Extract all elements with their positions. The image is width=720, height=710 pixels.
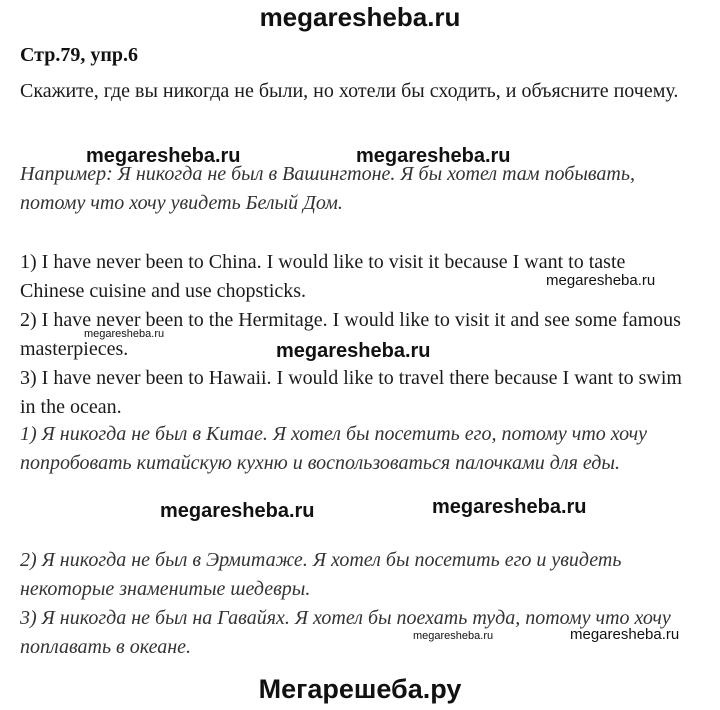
exercise-example: Например: Я никогда не был в Вашингтоне. Я бы хотел там побывать, потому что хочу увидеть Белый Дом. (20, 163, 635, 214)
exercise-heading: Стр.79, упр.6 (20, 44, 139, 66)
answer-en-2: 2) I have never been to the Hermitage. I would like to visit it and see some famous masterpieces. (20, 309, 681, 360)
inline-watermark: megaresheba.ru (86, 145, 241, 167)
site-watermark-top: megaresheba.ru (259, 2, 461, 32)
answer-en-1: 1) I have never been to China. I would like to visit it because I want to taste Chinese cuisine and use chopsticks. (20, 251, 626, 302)
inline-watermark: megaresheba.ru (160, 500, 315, 522)
answer-ru-1: 1) Я никогда не был в Китае. Я хотел бы посетить его, потому что хочу попробовать китайскую кухню и воспользоваться палочками для еды. (20, 423, 648, 474)
site-watermark-bottom: Мегарешеба.ру (258, 674, 462, 704)
answer-ru-2: 2) Я никогда не был в Эрмитаже. Я хотел бы посетить его и увидеть некоторые знаменитые шедевры. (20, 549, 622, 600)
inline-watermark: megaresheba.ru (570, 626, 680, 643)
answer-en-3: 3) I have never been to Hawaii. I would like to travel there because I want to swim in the ocean. (20, 367, 682, 418)
answer-ru-3: 3) Я никогда не был на Гавайях. Я хотел бы поехать туда, потому что хочу поплавать в океане. (20, 607, 671, 658)
inline-watermark: megaresheba.ru (356, 145, 511, 167)
inline-watermark: megaresheba.ru (432, 496, 587, 518)
answers-russian-2-3 (20, 546, 690, 662)
inline-watermark: megaresheba.ru (84, 328, 165, 340)
inline-watermark: megaresheba.ru (276, 340, 431, 362)
inline-watermark: megaresheba.ru (546, 272, 656, 289)
inline-watermark: megaresheba.ru (413, 630, 494, 642)
exercise-task: Скажите, где вы никогда не были, но хотели бы сходить, и объясните почему. (20, 80, 679, 102)
